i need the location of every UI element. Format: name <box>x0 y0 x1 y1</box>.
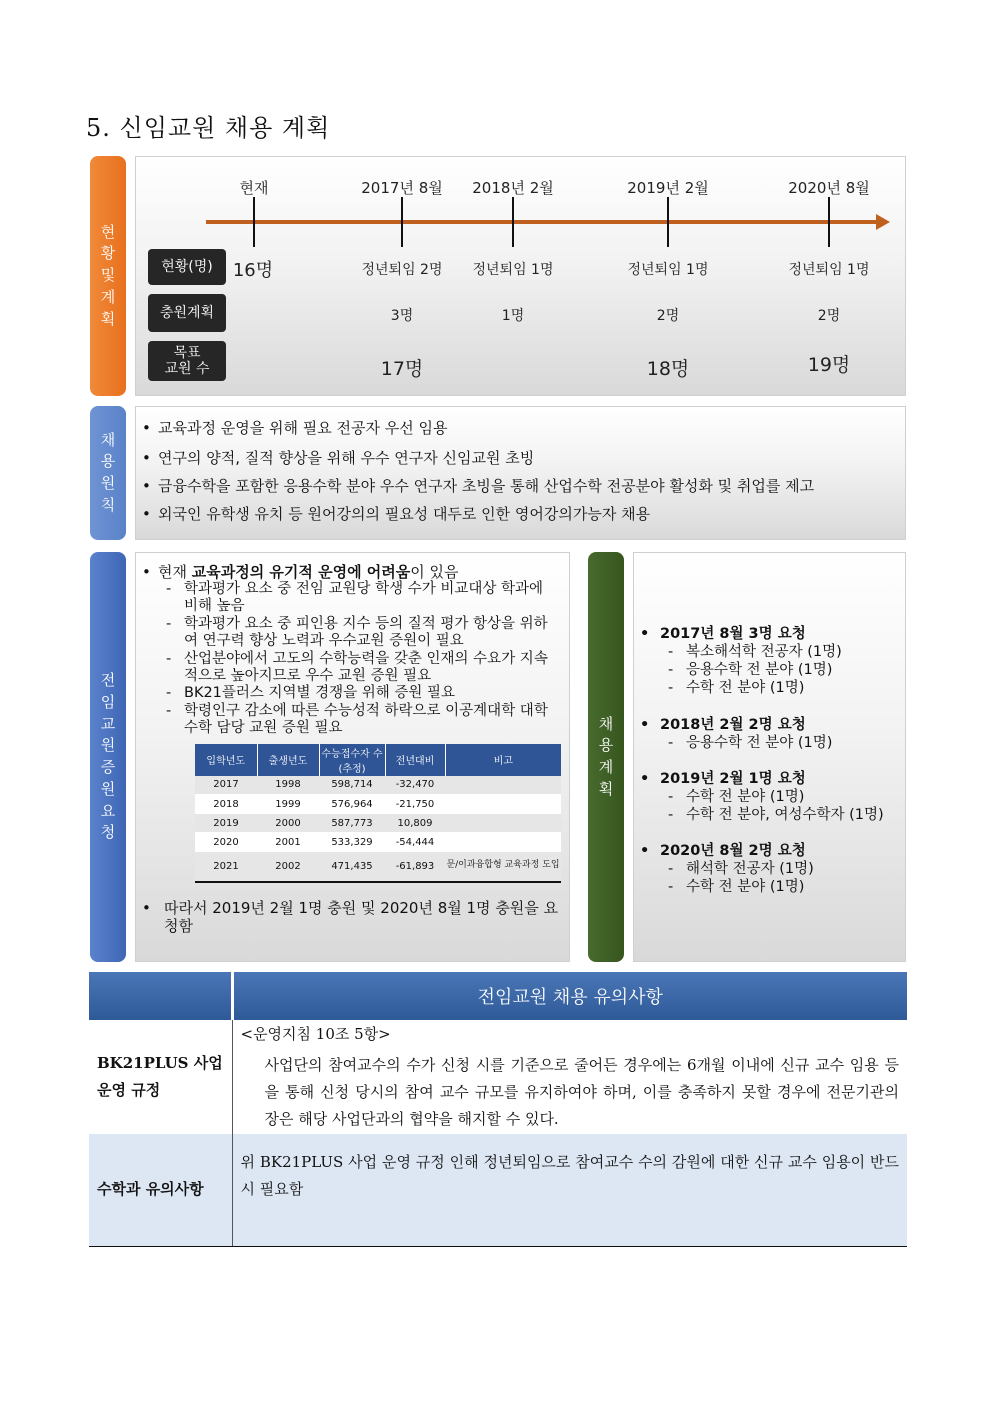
target-value: 19명 <box>807 354 851 376</box>
target-label-line: 목표 <box>173 344 201 361</box>
status-value: 정년퇴임 2명 <box>361 262 443 278</box>
table-row <box>195 814 561 833</box>
request-sub-list <box>136 581 559 738</box>
request-sub-item: - 학과평가 요소 중 전임 교원당 학생 수가 비교대상 학과에 비해 높음 <box>162 581 559 616</box>
status-plan-tab <box>90 156 126 396</box>
plan-item: - 수학 전 분야, 여성수학자 (1명) <box>664 806 901 824</box>
plan-group-items <box>660 734 901 752</box>
table-cell: 10,809 <box>385 814 445 833</box>
plan-group-items <box>660 643 901 697</box>
request-panel <box>135 552 570 962</box>
table-cell: -21,750 <box>385 795 445 814</box>
principles-panel <box>135 406 906 540</box>
table-cell: 2001 <box>257 833 319 852</box>
table-cell: 2018 <box>195 795 257 814</box>
plan-item: - 수학 전 분야 (1명) <box>664 679 901 697</box>
table-cell <box>445 795 561 814</box>
plan-group-items <box>660 788 901 824</box>
notes-table <box>89 972 907 1247</box>
request-conclusion-list <box>136 899 559 937</box>
hiring-plan-tab-label: 채용계획 <box>598 714 614 798</box>
timeline-tick <box>401 197 403 247</box>
plan-group <box>634 842 901 896</box>
timeline-arrow <box>206 220 881 224</box>
hiring-plan-list <box>634 625 901 897</box>
request-intro-bold: 교육과정의 유기적 운영에 어려움 <box>191 563 411 581</box>
hiring-plan-tab <box>588 552 624 962</box>
page-title: 5. 신임교원 채용 계획 <box>86 114 331 142</box>
table-header: 출생년도 <box>257 744 319 776</box>
table-cell: 문/이과융합형 교육과정 도입 <box>445 852 561 882</box>
target-value: 18명 <box>646 358 690 380</box>
stats-table <box>195 744 561 883</box>
notes-row-label: BK21PLUS 사업 운영 규정 <box>89 1020 232 1134</box>
request-list <box>136 563 559 581</box>
notes-row <box>89 1134 907 1246</box>
table-cell <box>445 776 561 795</box>
notes-header: 전임교원 채용 유의사항 <box>232 972 907 1020</box>
timeline-arrow-head <box>876 214 890 230</box>
notes-row-label: 수학과 유의사항 <box>89 1134 232 1246</box>
status-value: 정년퇴임 1명 <box>788 262 870 278</box>
request-conclusion: • 따라서 2019년 2월 1명 충원 및 2020년 8월 1명 충원을 요청함 <box>136 899 559 937</box>
request-sub-item: - BK21플러스 지역별 경쟁을 위해 증원 필요 <box>162 685 559 702</box>
plan-row-label: 충원계획 <box>148 294 226 332</box>
status-row-label: 현황(명) <box>148 249 226 285</box>
plan-group-items <box>660 860 901 896</box>
principle-item: • 외국인 유학생 유치 등 원어강의의 필요성 대두로 인한 영어강의가능자 채용 <box>136 505 891 523</box>
principles-list <box>136 419 891 523</box>
table-cell: -54,444 <box>385 833 445 852</box>
plan-item: - 수학 전 분야 (1명) <box>664 878 901 896</box>
target-row-label <box>148 341 226 381</box>
principle-item: • 연구의 양적, 질적 향상을 위해 우수 연구자 신임교원 초빙 <box>136 449 891 467</box>
table-header: 입학년도 <box>195 744 257 776</box>
table-row <box>195 795 561 814</box>
notes-header-blank <box>89 972 232 1020</box>
table-cell: 2002 <box>257 852 319 882</box>
request-sub-item: - 학과평가 요소 중 피인용 지수 등의 질적 평가 항상을 위하여 연구력 향상 노력과 우수교원 증원이 필요 <box>162 616 559 651</box>
principles-tab <box>90 406 126 540</box>
plan-item: - 해석학 전공자 (1명) <box>664 860 901 878</box>
status-value: 정년퇴임 1명 <box>627 262 709 278</box>
plan-value: 2명 <box>817 308 841 324</box>
timeline-date: 2018년 2월 <box>472 179 554 197</box>
timeline-date: 2020년 8월 <box>788 179 870 197</box>
table-row <box>195 833 561 852</box>
principle-item: • 금융수학을 포함한 응용수학 분야 우수 연구자 초빙을 통해 산업수학 전공분야 활성화 및 취업를 제고 <box>136 479 891 495</box>
plan-value: 2명 <box>656 308 680 324</box>
plan-item: - 응용수학 전 분야 (1명) <box>664 661 901 679</box>
table-cell <box>445 833 561 852</box>
table-cell: 1998 <box>257 776 319 795</box>
plan-group-title: 2020년 8월 2명 요청 <box>660 843 806 860</box>
timeline-date: 2017년 8월 <box>361 179 443 197</box>
target-value: 17명 <box>380 358 424 380</box>
plan-group-title: 2019년 2월 1명 요청 <box>660 770 806 787</box>
notes-row-content <box>232 1020 907 1134</box>
plan-group <box>634 625 901 698</box>
table-row <box>195 852 561 882</box>
notes-row-text: 사업단의 참여교수의 수가 신청 시를 기준으로 줄어든 경우에는 6개월 이내에 신규 교수 임용 등을 통해 신청 당시의 참여 교수 규모를 유지하여야 하며, 이를 충족하지 못할 경우에 전문기관의 장은 해당 사업단과의 협약을 해지할 수 있다. <box>264 1056 899 1128</box>
table-cell: 471,435 <box>319 852 385 882</box>
table-cell: 587,773 <box>319 814 385 833</box>
table-header: 비고 <box>445 744 561 776</box>
request-intro <box>136 563 559 581</box>
timeline-tick <box>828 197 830 247</box>
table-cell: 2000 <box>257 814 319 833</box>
plan-group-title: 2018년 2월 2명 요청 <box>660 716 806 733</box>
request-tab <box>90 552 126 962</box>
request-sub-item: - 산업분야에서 고도의 수학능력을 갖춘 인재의 수요가 지속적으로 높아지므로 우수 교원 증원 필요 <box>162 651 559 686</box>
notes-row <box>89 1020 907 1134</box>
request-tab-label: 전임교원증원요청 <box>100 671 116 842</box>
status-value: 정년퇴임 1명 <box>472 262 554 278</box>
plan-item: - 복소해석학 전공자 (1명) <box>664 643 901 661</box>
principles-tab-label: 채용원칙 <box>100 430 116 514</box>
plan-value: 1명 <box>501 308 525 324</box>
timeline-tick <box>667 197 669 247</box>
table-cell <box>445 814 561 833</box>
table-cell: 576,964 <box>319 795 385 814</box>
request-sub-item: - 학령인구 감소에 따른 수능성적 하락으로 이공계대학 대학수학 담당 교원 증원 필요 <box>162 703 559 738</box>
notes-row-text: 위 BK21PLUS 사업 운영 규정 인해 정년퇴임으로 참여교수 수의 감원에 대한 신규 교수 임용이 반드시 필요함 <box>232 1134 907 1246</box>
table-header: 전년대비 <box>385 744 445 776</box>
request-intro-prefix: 현재 <box>158 563 192 581</box>
table-cell: 2021 <box>195 852 257 882</box>
table-header: 수능접수자 수 (추정) <box>319 744 385 776</box>
timeline-tick <box>253 197 255 247</box>
plan-value: 3명 <box>390 308 414 324</box>
table-cell: 2019 <box>195 814 257 833</box>
hiring-plan-panel <box>633 552 906 962</box>
principle-item: • 교육과정 운영을 위해 필요 전공자 우선 임용 <box>136 419 891 437</box>
timeline-date: 현재 <box>239 179 269 197</box>
table-cell: 533,329 <box>319 833 385 852</box>
plan-group <box>634 770 901 824</box>
table-cell: 2017 <box>195 776 257 795</box>
timeline-date: 2019년 2월 <box>627 179 709 197</box>
plan-group-title: 2017년 8월 3명 요청 <box>660 626 806 642</box>
table-cell: 2020 <box>195 833 257 852</box>
plan-group <box>634 716 901 752</box>
plan-item: - 수학 전 분야 (1명) <box>664 788 901 806</box>
status-plan-tab-label: 현황및계획 <box>100 222 116 328</box>
table-cell: 598,714 <box>319 776 385 795</box>
table-cell: -61,893 <box>385 852 445 882</box>
notes-row-subtitle: <운영지침 10조 5항> <box>240 1025 391 1043</box>
table-cell: -32,470 <box>385 776 445 795</box>
table-row <box>195 776 561 795</box>
timeline-tick <box>512 197 514 247</box>
timeline-panel <box>135 156 906 396</box>
request-intro-suffix: 이 있음 <box>410 563 459 581</box>
table-cell: 1999 <box>257 795 319 814</box>
plan-item: - 응용수학 전 분야 (1명) <box>664 734 901 752</box>
status-value: 16명 <box>232 260 274 281</box>
target-label-line: 교원 수 <box>164 361 210 377</box>
